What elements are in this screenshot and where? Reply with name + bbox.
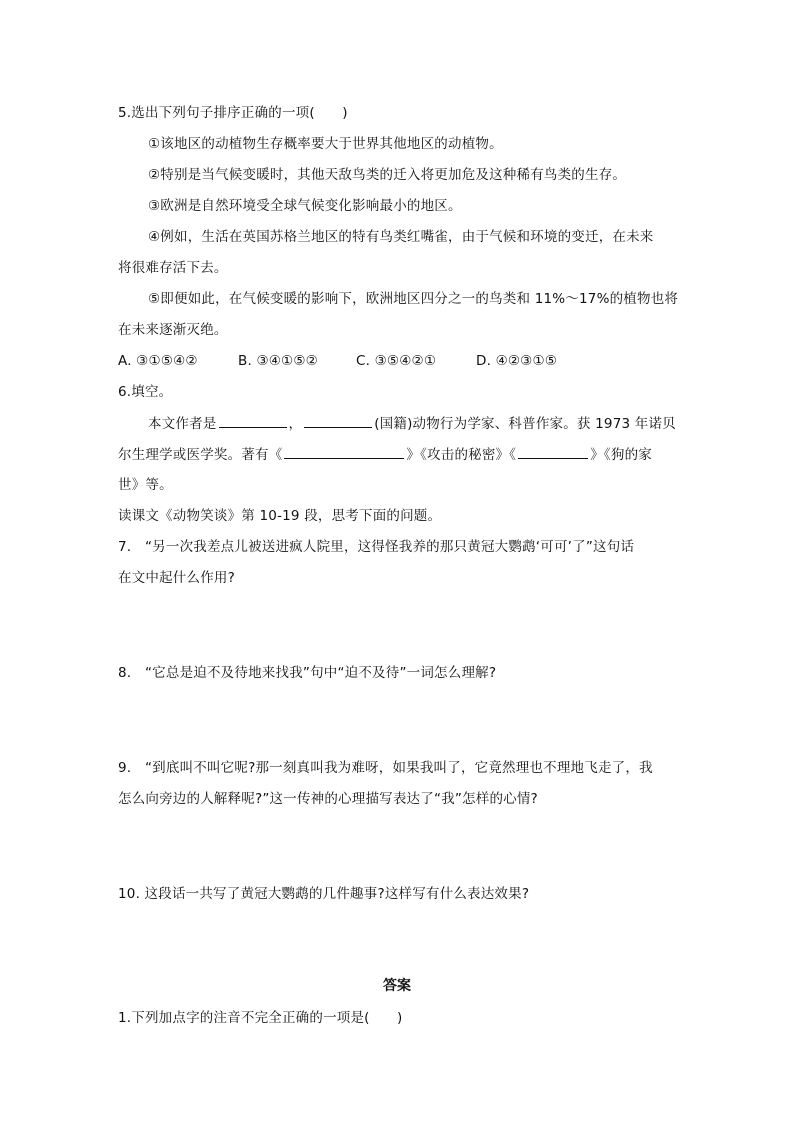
q5-item-2: ②特别是当气候变暖时，其他天敌鸟类的迁入将更加危及这种稀有鸟类的生存。 [148,167,627,183]
q5-item-5: ⑤即便如此，在气候变暖的影响下，欧洲地区四分之一的鸟类和 11%～17%的植物也将 [148,291,679,307]
q6-text-d: 尔生理学或医学奖。著有《 [118,447,283,463]
q10-line-1: 10. 这段话一共写了黄冠大鹦鹉的几件趣事?这样写有什么表达效果? [118,886,530,902]
q9-line-2: 怎么向旁边的人解释呢?”这一传神的心理描写表达了“我”怎样的心情? [118,791,538,807]
q7-line-1: 7. “另一次我差点儿被送进疯人院里，这得怪我养的那只黄冠大鹦鹉‘可可’了”这句话 [118,539,635,555]
nationality-blank[interactable] [304,414,372,428]
q6-text-a: 本文作者是 [148,416,217,432]
q6-text-f: 》《狗的家 [590,447,652,463]
q5-stem: 5.选出下列句子排序正确的一项( ) [118,105,348,121]
q6-line-3: 世》等。 [118,477,173,493]
q6-text-b: ， [288,416,303,432]
author-name-blank[interactable] [219,414,287,428]
q5-option-d: D. ④②③①⑤ [476,353,558,369]
q5-options [118,352,557,370]
reading-instruction: 读课文《动物笑谈》第 10-19 段，思考下面的问题。 [118,508,442,524]
q5-item-5-cont: 在未来逐渐灭绝。 [118,322,228,338]
q8-line-1: 8. “它总是迫不及待地来找我”句中“迫不及待”一词怎么理解? [118,665,497,681]
q6-stem: 6.填空。 [118,384,173,400]
answer-heading: 答案 [383,978,411,994]
q9-line-1: 9. “到底叫不叫它呢?那一刻真叫我为难呀，如果我叫了，它竟然理也不理地飞走了，我 [118,760,653,776]
answer-1-stem: 1.下列加点字的注音不完全正确的一项是( ) [118,1010,403,1026]
q5-item-4: ④例如，生活在英国苏格兰地区的特有鸟类红嘴雀，由于气候和环境的变迁，在未来 [148,229,654,245]
q5-option-b: B. ③④①⑤② [238,353,318,369]
q5-option-a: A. ③①⑤④② [118,353,198,369]
q5-item-4-cont: 将很难存活下去。 [118,260,228,276]
q5-item-3: ③欧洲是自然环境受全球气候变化影响最小的地区。 [148,198,462,214]
q5-option-c: C. ③⑤④②① [356,353,437,369]
q6-text-e: 》《攻击的秘密》《 [406,447,517,463]
book-title-blank-1[interactable] [284,445,404,459]
q7-line-2: 在文中起什么作用? [118,570,235,586]
q6-line-1 [148,414,676,433]
q6-line-2 [118,445,652,464]
q6-text-c: (国籍)动物行为学家、科普作家。获 1973 年诺贝 [374,416,676,432]
book-title-blank-2[interactable] [518,445,588,459]
q5-item-1: ①该地区的动植物生存概率要大于世界其他地区的动植物。 [148,136,503,152]
